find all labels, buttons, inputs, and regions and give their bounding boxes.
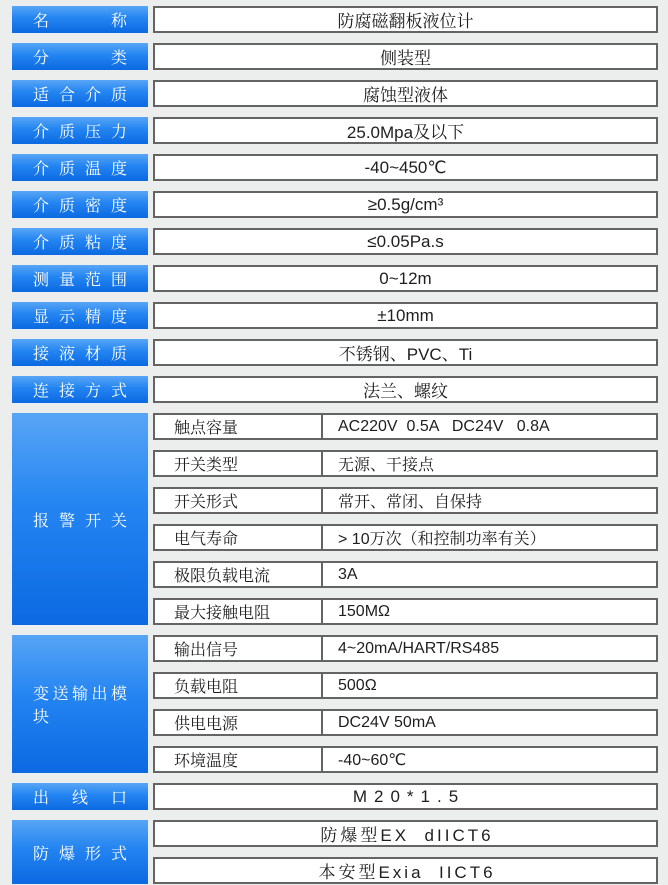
row-label-text: 介质粘度 [33,235,127,252]
row-label [12,302,148,329]
table-row [12,6,658,33]
section-transmitter-module [12,635,658,773]
row-label-text: 出线口 [33,790,127,807]
table-row [153,746,658,773]
table-row-outlet [12,783,658,810]
section-label [12,820,148,884]
row-label-text: 显示精度 [33,309,127,326]
row-label [12,80,148,107]
row-label [12,339,148,366]
row-label-text: 分类 [33,50,127,67]
table-row [12,228,658,255]
section-label-text: 变送输出模块 [33,686,127,726]
section-label-text: 防爆形式 [33,845,127,863]
spec-value: 无源、干接点 [338,457,435,474]
row-value: ≥0.5g/cm³ [153,191,658,218]
row-label-text: 适合介质 [33,87,127,104]
row-value: 侧装型 [153,43,658,70]
spec-value: 4~20mA/HART/RS485 [338,639,500,657]
row-label-text: 测量范围 [33,272,127,289]
row-label-text: 介质密度 [33,198,127,215]
spec-name: 环境温度 [155,748,323,771]
spec-value: AC220V 0.5A DC24V 0.8A [338,417,550,435]
row-value: ≤0.05Pa.s [153,228,658,255]
row-label [12,117,148,144]
explosion-proof-row: 防爆型EX dIICT6 [153,820,658,847]
table-row [153,413,658,440]
table-row [153,524,658,551]
row-label [12,6,148,33]
table-row [12,43,658,70]
row-label [12,265,148,292]
spec-value: > 10万次（和控制功率有关） [338,531,546,548]
row-value: 25.0Mpa及以下 [153,117,658,144]
section-alarm-switch [12,413,658,625]
section-rows [153,635,658,773]
spec-name: 电气寿命 [155,526,323,549]
table-row [153,450,658,477]
row-value: 不锈钢、PVC、Ti [153,339,658,366]
row-label [12,154,148,181]
spec-name: 输出信号 [155,637,323,660]
table-row [153,598,658,625]
table-row [12,80,658,107]
table-row [153,672,658,699]
row-label-text: 连接方式 [33,383,127,400]
spec-value: 150MΩ [338,602,390,620]
spec-name: 开关形式 [155,489,323,512]
row-label [12,783,148,810]
row-label-text: 介质压力 [33,124,127,141]
section-label [12,413,148,625]
spec-value: 500Ω [338,676,377,694]
section-rows [153,820,658,884]
spec-name: 最大接触电阻 [155,600,323,623]
row-label-text: 介质温度 [33,161,127,178]
row-label [12,228,148,255]
section-label [12,635,148,773]
table-row [153,709,658,736]
row-value: 腐蚀型液体 [153,80,658,107]
row-label-text: 名称 [33,13,127,30]
table-row [153,561,658,588]
spec-name: 负载电阻 [155,674,323,697]
row-value: 0~12m [153,265,658,292]
spec-value: DC24V 50mA [338,713,436,731]
section-rows [153,413,658,625]
table-row [12,339,658,366]
spec-name: 供电电源 [155,711,323,734]
table-row [12,376,658,403]
table-row [153,635,658,662]
spec-value: -40~60℃ [338,751,407,769]
row-label [12,376,148,403]
spec-name: 极限负载电流 [155,563,323,586]
row-label [12,191,148,218]
spec-value: 常开、常闭、自保持 [338,494,483,511]
row-value: 法兰、螺纹 [153,376,658,403]
row-value: M20*1.5 [153,783,658,810]
row-value: ±10mm [153,302,658,329]
section-label-text: 报警开关 [33,512,127,530]
table-row [12,117,658,144]
spec-value: 3A [338,565,358,583]
row-value: -40~450℃ [153,154,658,181]
table-row [12,154,658,181]
table-row [12,191,658,218]
section-explosion-proof [12,820,658,884]
row-value: 防腐磁翻板液位计 [153,6,658,33]
table-row [153,487,658,514]
spec-name: 触点容量 [155,415,323,438]
row-label-text: 接液材质 [33,346,127,363]
row-label [12,43,148,70]
explosion-proof-row: 本安型Exia IICT6 [153,857,658,884]
table-row [12,265,658,292]
table-row [12,302,658,329]
spec-name: 开关类型 [155,452,323,475]
